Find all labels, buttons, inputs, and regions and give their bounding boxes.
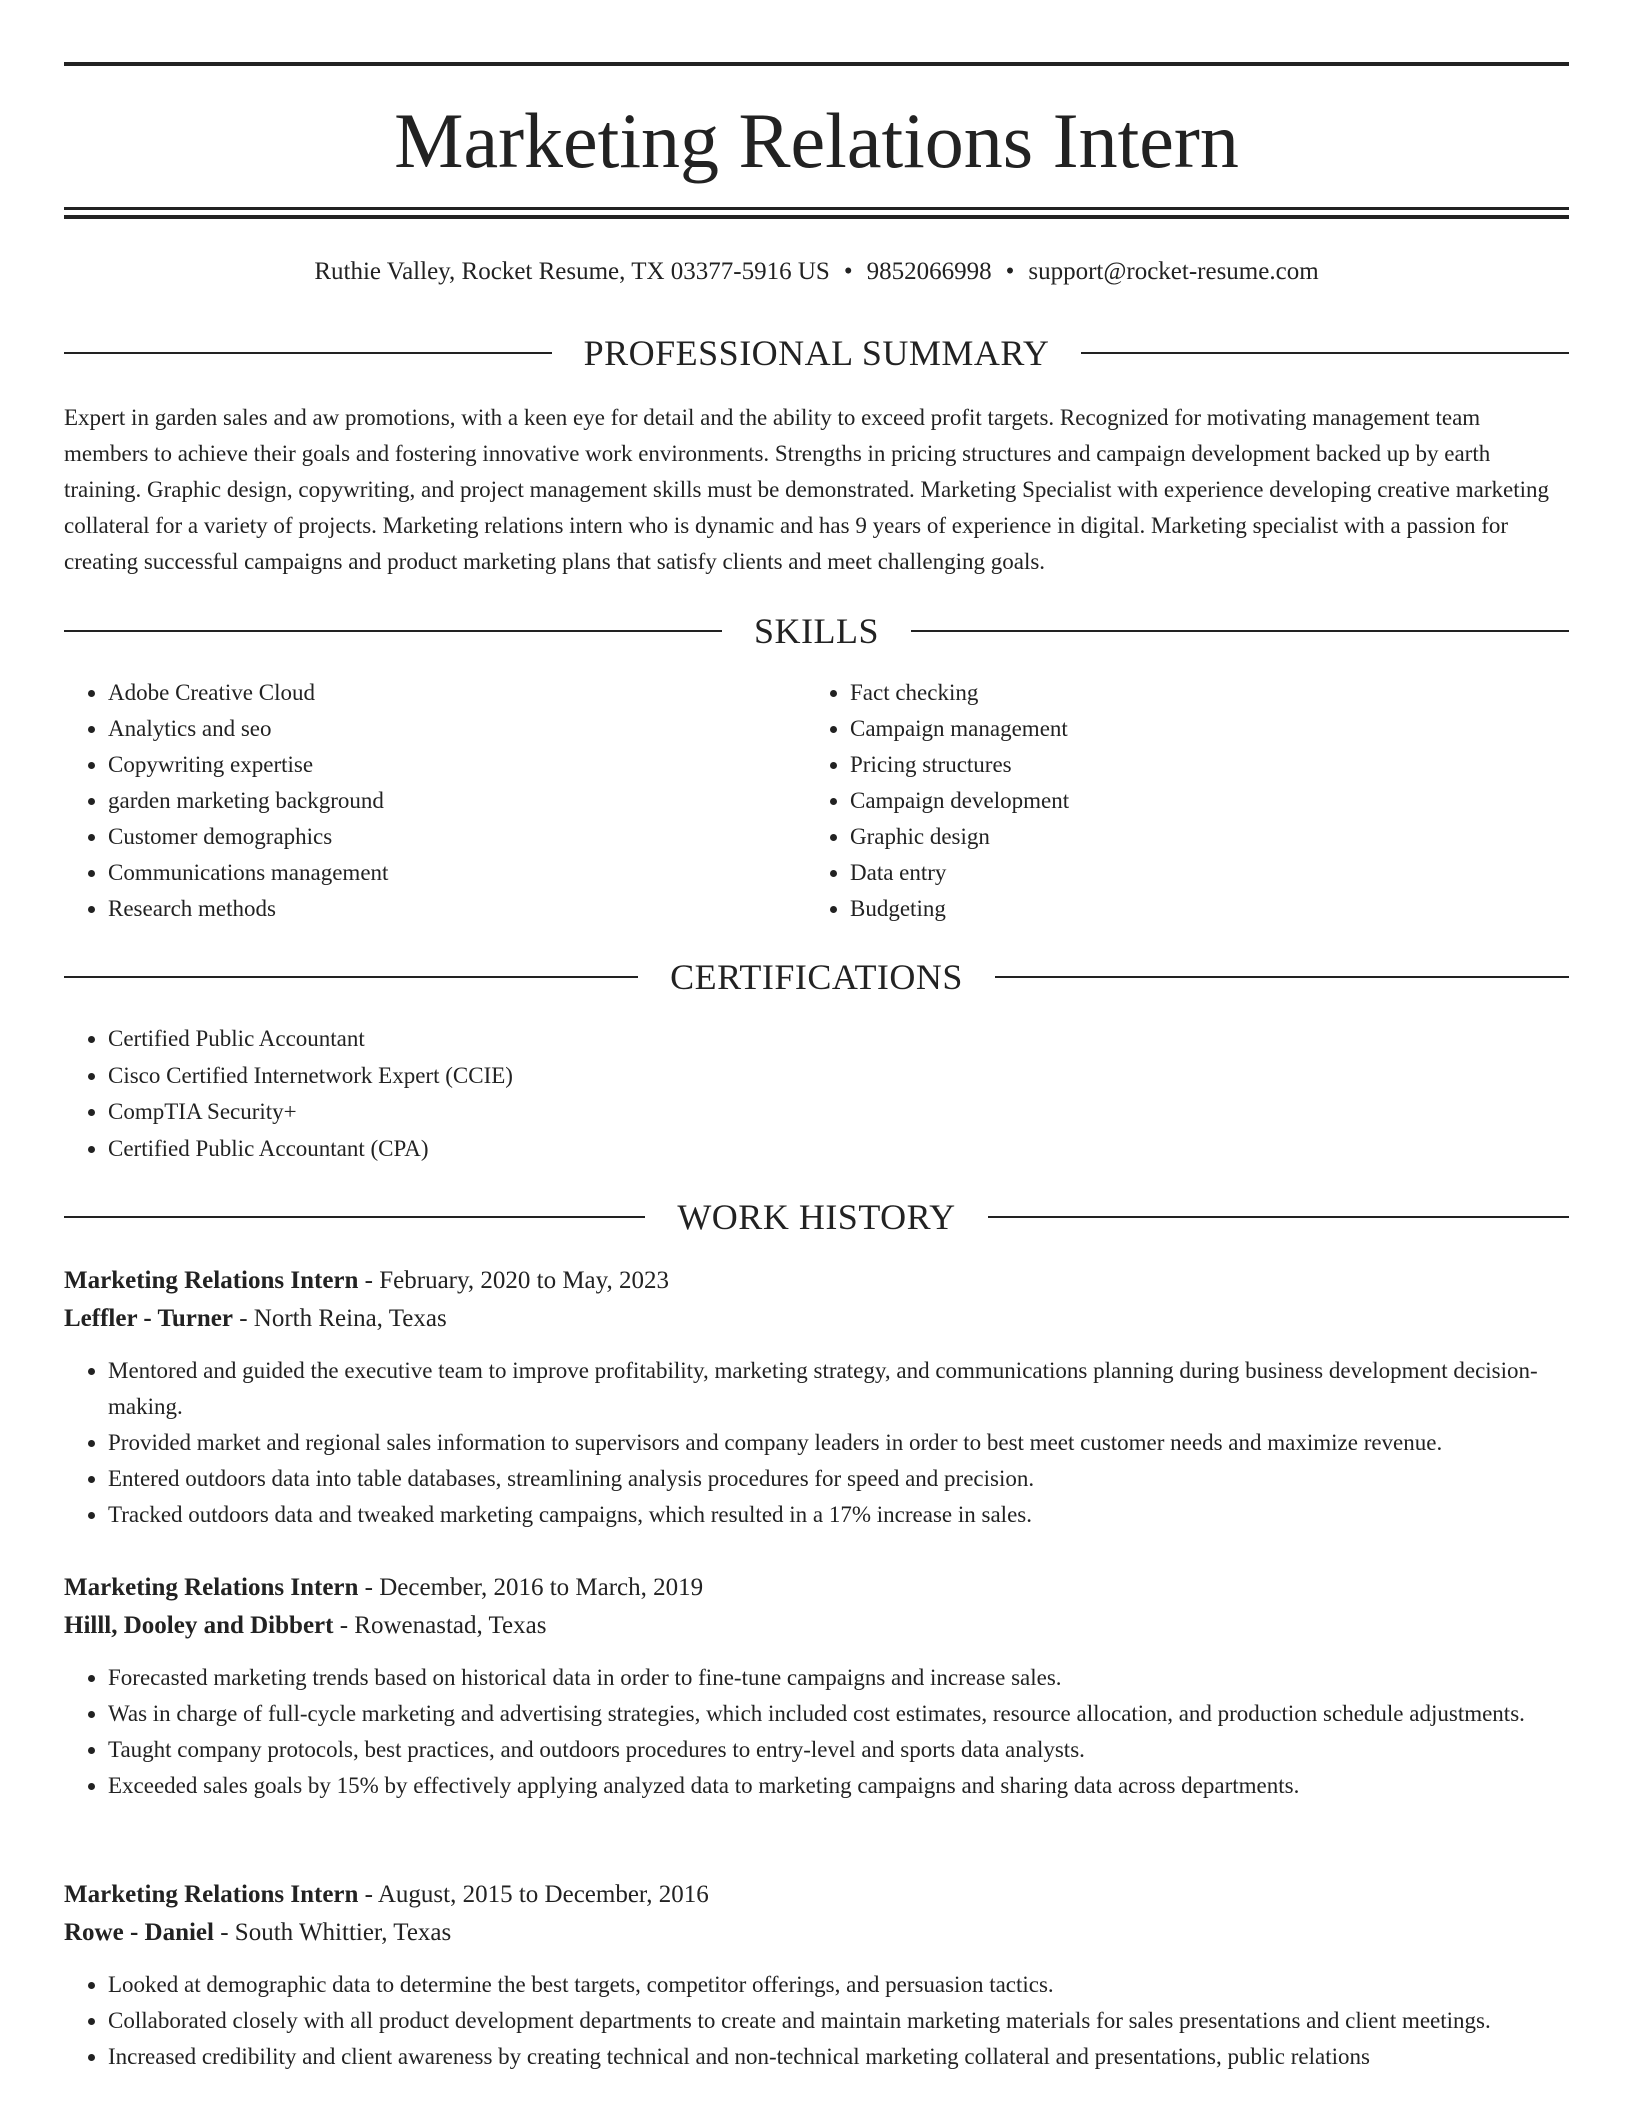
skill-item: • Campaign development (850, 783, 1566, 819)
resume-title: Marketing Relations Intern (394, 97, 1239, 184)
certifications-list (64, 1021, 1569, 1167)
section-title: CERTIFICATIONS (670, 957, 963, 997)
top-rule (64, 62, 1569, 66)
contact-separator: • (843, 258, 853, 285)
job-bullet: • Mentored and guided the executive team to improve profitability, marketing strategy, and communications planning during business development decision-making. (108, 1353, 1569, 1425)
job-title-line (64, 1262, 1569, 1300)
skills-column-right (806, 675, 1566, 927)
skill-item: • Copywriting expertise (108, 747, 804, 783)
job-location: - Rowenastad, Texas (333, 1612, 547, 1639)
heading-rule (988, 1216, 1569, 1218)
job-dates: - December, 2016 to March, 2019 (358, 1574, 704, 1601)
job-title-line (64, 1569, 1569, 1607)
job-company-line (64, 1914, 1569, 1952)
job-bullet: • Increased credibility and client awareness by creating technical and non-technical marketing collateral and presentations, public relations (108, 2039, 1569, 2075)
job-dates: - August, 2015 to December, 2016 (358, 1881, 709, 1908)
heading-rule (911, 630, 1569, 632)
job-dates: - February, 2020 to May, 2023 (358, 1267, 670, 1294)
job-entry (64, 1876, 1569, 2075)
skills-column-left (64, 675, 804, 927)
job-company: Rowe - Daniel (64, 1919, 214, 1946)
skill-item: • garden marketing background (108, 783, 804, 819)
job-bullet: • Collaborated closely with all product development departments to create and maintain marketing materials for sales presentations and client meetings. (108, 2003, 1569, 2039)
skill-item: • Fact checking (850, 675, 1566, 711)
skill-item: • Analytics and seo (108, 711, 804, 747)
job-location: - South Whittier, Texas (213, 1919, 452, 1946)
skill-item: • Data entry (850, 855, 1566, 891)
skill-item: • Budgeting (850, 891, 1566, 927)
job-entry (64, 1569, 1569, 1804)
summary-text: Expert in garden sales and aw promotions, with a keen eye for detail and the ability to exceed profit targets. Recognized for motivating management team members to achieve their goals and fostering innovative work environments. Strengths in pricing structures and campaign development backed up by earth training. Graphic design, copywriting, and project management skills must be demonstrated. Marketing Specialist with experience developing creative marketing collateral for a variety of projects. Marketing relations intern who is dynamic and has 9 years of experience in digital. Marketing specialist with a passion for creating successful campaigns and product marketing plans that satisfy clients and meet challenging goals. (64, 405, 1549, 574)
section-title: WORK HISTORY (677, 1197, 956, 1237)
contact-phone: 9852066998 (866, 258, 992, 285)
skill-item: • Pricing structures (850, 747, 1566, 783)
skill-item: • Adobe Creative Cloud (108, 675, 804, 711)
job-role: Marketing Relations Intern (64, 1881, 359, 1908)
section-heading-work (64, 1197, 1569, 1237)
job-entry (64, 1262, 1569, 1533)
section-heading-certifications (64, 957, 1569, 997)
job-bullet: • Exceeded sales goals by 15% by effectively applying analyzed data to marketing campaigns and sharing data across departments. (108, 1768, 1569, 1804)
certification-item: • Certified Public Accountant (CPA) (108, 1131, 1569, 1168)
job-bullet: • Forecasted marketing trends based on historical data in order to fine-tune campaigns and increase sales. (108, 1660, 1569, 1696)
job-role: Marketing Relations Intern (64, 1267, 359, 1294)
heading-rule (64, 352, 552, 354)
contact-separator: • (1005, 258, 1015, 285)
job-role: Marketing Relations Intern (64, 1574, 359, 1601)
job-bullet: • Provided market and regional sales information to supervisors and company leaders in order to best meet customer needs and maximize revenue. (108, 1425, 1569, 1461)
heading-rule (64, 630, 722, 632)
job-location: - North Reina, Texas (232, 1305, 447, 1332)
job-bullet: • Looked at demographic data to determine the best targets, competitor offerings, and persuasion tactics. (108, 1967, 1569, 2003)
contact-line (64, 255, 1569, 289)
certification-item: • Certified Public Accountant (108, 1021, 1569, 1058)
job-bullet: • Entered outdoors data into table databases, streamlining analysis procedures for speed and precision. (108, 1461, 1569, 1497)
title-rule-upper (64, 207, 1569, 210)
skill-item: • Communications management (108, 855, 804, 891)
section-heading-skills (64, 611, 1569, 651)
job-bullet: • Tracked outdoors data and tweaked marketing campaigns, which resulted in a 17% increase in sales. (108, 1497, 1569, 1533)
section-title: SKILLS (754, 611, 880, 651)
title-rule-lower (64, 215, 1569, 219)
section-title: PROFESSIONAL SUMMARY (583, 333, 1050, 373)
contact-address: Ruthie Valley, Rocket Resume, TX 03377-5916 US (314, 258, 830, 285)
heading-rule (995, 976, 1569, 978)
skill-item: • Campaign management (850, 711, 1566, 747)
skill-item: • Graphic design (850, 819, 1566, 855)
job-company-line (64, 1607, 1569, 1645)
heading-rule (64, 976, 638, 978)
heading-rule (1081, 352, 1569, 354)
heading-rule (64, 1216, 645, 1218)
section-heading-summary (64, 333, 1569, 373)
certification-item: • CompTIA Security+ (108, 1094, 1569, 1131)
job-company-line (64, 1300, 1569, 1338)
job-bullet: • Was in charge of full-cycle marketing and advertising strategies, which included cost estimates, resource allocation, and production schedule adjustments. (108, 1696, 1569, 1732)
job-company: Leffler - Turner (64, 1305, 233, 1332)
certification-item: • Cisco Certified Internetwork Expert (CCIE) (108, 1058, 1569, 1095)
skill-item: • Customer demographics (108, 819, 804, 855)
job-title-line (64, 1876, 1569, 1914)
job-company: Hilll, Dooley and Dibbert (64, 1612, 334, 1639)
skill-item: • Research methods (108, 891, 804, 927)
contact-email: support@rocket-resume.com (1028, 258, 1319, 285)
job-bullet: • Taught company protocols, best practices, and outdoors procedures to entry-level and sports data analysts. (108, 1732, 1569, 1768)
